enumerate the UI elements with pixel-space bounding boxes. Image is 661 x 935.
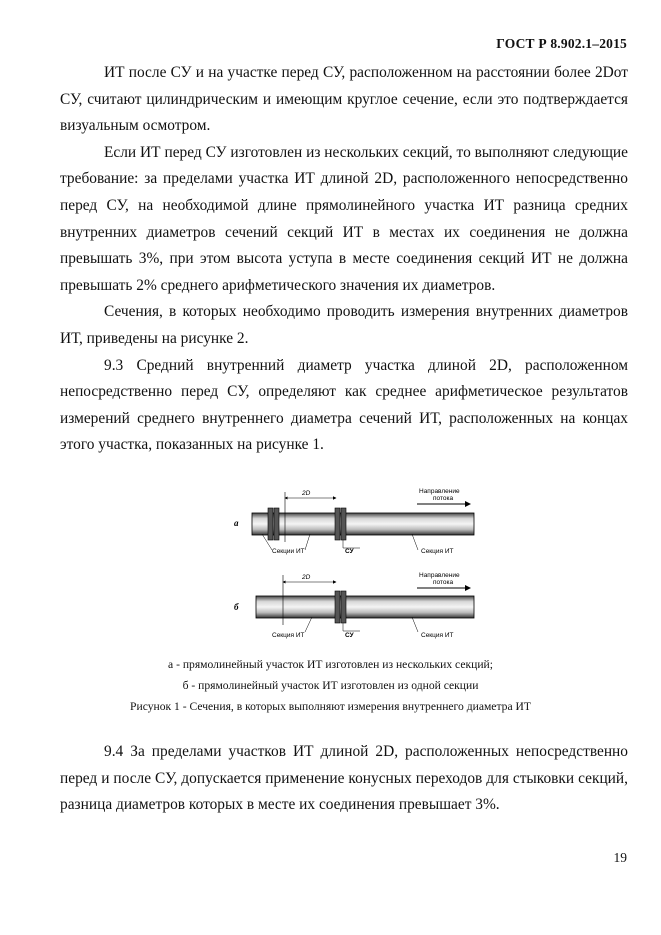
label-su-b: СУ bbox=[345, 632, 354, 639]
paragraph-3: Сечения, в которых необходимо проводить измерения внутренних диаметров ИТ, приведены на рисунке 2. bbox=[60, 303, 628, 347]
paragraph-9-3: 9.3 Средний внутренний диаметр участка длиной 2D, расположенном непосредственно перед СУ, определяют как среднее арифметическое результатов измерений среднего внутреннего диаметра сечений ИТ, расположенных на концах этого участка, показанных на рисунке 1. bbox=[60, 356, 628, 454]
figure-caption-b: б - прямолинейный участок ИТ изготовлен из одной секции bbox=[182, 679, 479, 692]
figure-panel-a bbox=[234, 488, 474, 555]
paragraph-9-4: 9.4 За пределами участков ИТ длиной 2D, расположенных непосредственно перед и после СУ, допускается применение конусных переходов для стыковки секций, разница диаметров которых в месте их соединения превышает 3%. bbox=[60, 743, 628, 814]
figure-drawing bbox=[0, 482, 661, 657]
body-text-2 bbox=[60, 739, 628, 819]
dimension-2d-a: 2D bbox=[302, 490, 311, 497]
flange-b-1 bbox=[335, 591, 340, 623]
figure-title: Рисунок 1 - Сечения, в которых выполняют измерения внутреннего диаметра ИТ bbox=[130, 700, 531, 713]
flange-b-2 bbox=[341, 591, 346, 623]
panel-b-letter: б bbox=[234, 602, 239, 612]
flange-a-1 bbox=[268, 508, 273, 540]
label-su-a: СУ bbox=[345, 548, 354, 555]
label-section-left-b: Секция ИТ bbox=[272, 632, 305, 639]
label-section-right-a: Секция ИТ bbox=[421, 548, 454, 555]
page-number: 19 bbox=[613, 850, 627, 865]
flange-a-4 bbox=[341, 508, 346, 540]
flow-label-a-2: потока bbox=[433, 495, 454, 502]
document-header: ГОСТ Р 8.902.1–2015 bbox=[496, 36, 627, 51]
paragraph-1: ИТ после СУ и на участке перед СУ, расположенном на расстоянии более 2Dот СУ, считают цилиндрическим и имеющим круглое сечение, если это подтверждается визуальным осмотром. bbox=[60, 64, 628, 135]
flange-a-2 bbox=[274, 508, 279, 540]
label-section-right-b: Секция ИТ bbox=[421, 632, 454, 639]
figure-caption-a: а - прямолинейный участок ИТ изготовлен из нескольких секций; bbox=[168, 658, 493, 671]
body-text bbox=[60, 60, 628, 459]
paragraph-2: Если ИТ перед СУ изготовлен из нескольких секций, то выполняют следующие требование: за пределами участка ИТ длиной 2D, расположенного непосредственно перед СУ, на необходимой длине прямолинейного участка ИТ разница средних внутренних диаметров сечений секций ИТ в местах их соединения не должна превышать 3%, при этом высота уступа в месте соединения секций ИТ не должна превышать 2% среднего арифметического значения их диаметров. bbox=[60, 143, 628, 294]
flow-label-b-2: потока bbox=[433, 579, 454, 586]
flow-label-b-1: Направление bbox=[419, 572, 460, 579]
figure-panel-b bbox=[234, 572, 474, 639]
flow-label-a-1: Направление bbox=[419, 488, 460, 495]
dimension-2d-b: 2D bbox=[302, 574, 311, 581]
flange-a-3 bbox=[335, 508, 340, 540]
label-sections-a: Секции ИТ bbox=[272, 548, 305, 555]
panel-a-letter: а bbox=[234, 518, 239, 528]
figure-1 bbox=[0, 482, 661, 657]
pipe-b bbox=[256, 596, 474, 618]
